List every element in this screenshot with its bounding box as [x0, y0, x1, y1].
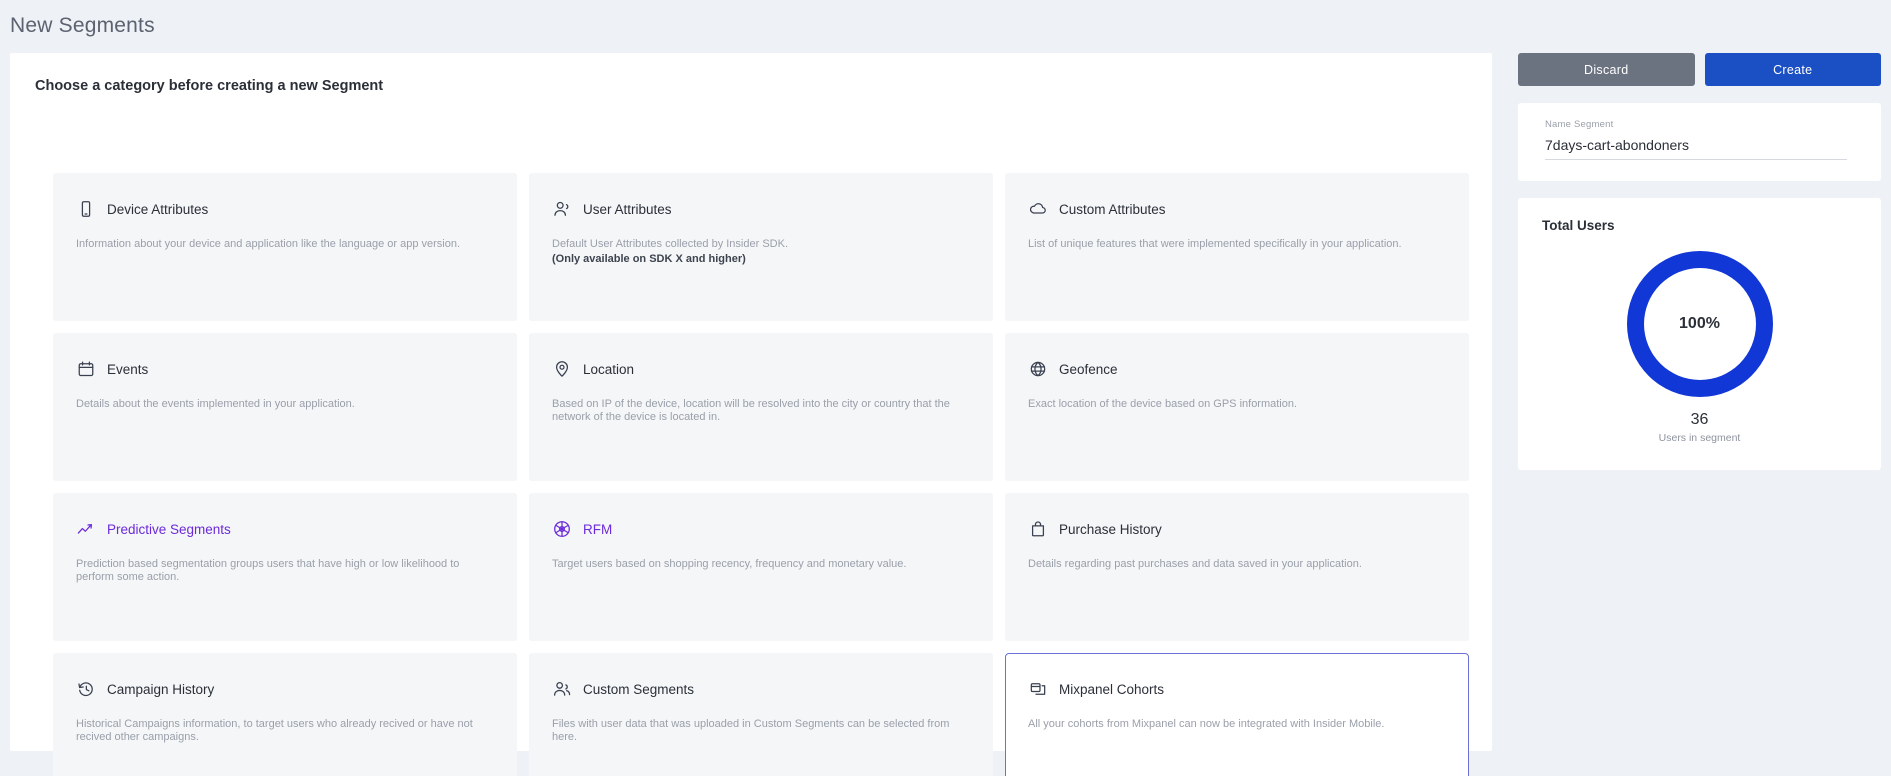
category-card-description-text: Details regarding past purchases and data saved in your application. — [1028, 558, 1362, 570]
name-segment-label: Name Segment — [1545, 119, 1614, 130]
donut-percent-label: 100% — [1644, 268, 1756, 380]
category-card-description-text: Information about your device and application like the language or app version. — [76, 238, 461, 250]
discard-button[interactable]: Discard — [1518, 53, 1695, 86]
total-users-donut — [1627, 251, 1773, 397]
calendar-icon — [76, 359, 96, 379]
category-card-description — [552, 238, 952, 267]
category-card-description-note: (Only available on SDK X and higher) — [552, 253, 746, 266]
category-card-geofence[interactable] — [1005, 333, 1469, 481]
trend-up-icon — [76, 519, 96, 539]
category-card-description — [552, 398, 952, 425]
category-card-header — [1028, 358, 1446, 380]
page-title: New Segments — [10, 14, 155, 37]
category-card-description-text: Based on IP of the device, location will be resolved into the city or country that the network of the device is located in. — [552, 398, 950, 424]
category-card-header — [76, 198, 494, 220]
panel-heading: Choose a category before creating a new Segment — [35, 78, 384, 94]
category-card-description — [552, 558, 952, 571]
category-card-purchase-history[interactable] — [1005, 493, 1469, 641]
category-card-header — [1028, 198, 1446, 220]
category-card-description-text: List of unique features that were implemented specifically in your application. — [1028, 238, 1402, 250]
category-card-title: Geofence — [1059, 361, 1118, 377]
shopping-bag-icon — [1028, 519, 1048, 539]
category-card-description — [76, 558, 476, 585]
category-card-description — [76, 398, 476, 411]
category-card-header — [552, 198, 970, 220]
mobile-device-icon — [76, 199, 96, 219]
users-count: 36 — [1690, 411, 1709, 428]
category-card-header — [1028, 678, 1446, 700]
category-card-header — [552, 358, 970, 380]
category-card-title: Location — [583, 361, 635, 377]
category-card-description-text: Files with user data that was uploaded in Custom Segments can be selected from here. — [552, 718, 950, 744]
category-card-description-text: Prediction based segmentation groups users that have high or low likelihood to perform some action. — [76, 558, 460, 584]
category-card-user-attributes[interactable] — [529, 173, 993, 321]
category-card-description — [1028, 238, 1428, 251]
category-card-location[interactable] — [529, 333, 993, 481]
users-group-icon — [552, 679, 572, 699]
category-card-description — [76, 238, 476, 251]
category-card-header — [552, 678, 970, 700]
category-card-rfm[interactable] — [529, 493, 993, 641]
category-card-description-text: All your cohorts from Mixpanel can now be integrated with Insider Mobile. — [1028, 718, 1385, 730]
category-card-title: Purchase History — [1059, 521, 1162, 537]
category-card-header — [552, 518, 970, 540]
category-card-description-text: Details about the events implemented in your application. — [76, 398, 355, 410]
cloud-icon — [1028, 199, 1048, 219]
category-card-device-attributes[interactable] — [53, 173, 517, 321]
category-card-description-text: Target users based on shopping recency, frequency and monetary value. — [552, 558, 907, 570]
category-card-header — [1028, 518, 1446, 540]
right-sidebar — [1518, 53, 1881, 470]
category-card-description — [1028, 718, 1428, 731]
category-card-title: Device Attributes — [107, 201, 209, 217]
category-card-description-text: Exact location of the device based on GPS information. — [1028, 398, 1298, 410]
create-button[interactable]: Create — [1705, 53, 1882, 86]
category-card-header — [76, 358, 494, 380]
category-panel — [10, 53, 1492, 751]
clock-history-icon — [76, 679, 96, 699]
category-card-title: Custom Attributes — [1059, 201, 1166, 217]
action-button-row — [1518, 53, 1881, 86]
category-card-description-text: Historical Campaigns information, to target users who already recived or have not recived other campaigns. — [76, 718, 473, 744]
category-card-custom-attributes[interactable] — [1005, 173, 1469, 321]
category-card-title: Events — [107, 361, 149, 377]
total-users-card — [1518, 198, 1881, 470]
category-card-description — [552, 718, 952, 745]
users-count-caption: Users in segment — [1658, 432, 1741, 444]
category-card-description — [1028, 398, 1428, 411]
category-card-description-text: Default User Attributes collected by Insider SDK. — [552, 238, 788, 250]
category-card-description — [76, 718, 476, 745]
category-card-title: Mixpanel Cohorts — [1059, 681, 1165, 697]
name-segment-card — [1518, 103, 1881, 181]
category-card-mixpanel-cohorts[interactable] — [1005, 653, 1469, 776]
category-card-description — [1028, 558, 1428, 571]
category-card-title: User Attributes — [583, 201, 672, 217]
user-icon — [552, 199, 572, 219]
name-segment-input[interactable] — [1545, 137, 1847, 160]
category-card-title: Custom Segments — [583, 681, 695, 697]
map-pin-icon — [552, 359, 572, 379]
mixpanel-cohorts-icon — [1028, 679, 1048, 699]
category-card-header — [76, 518, 494, 540]
rfm-target-icon — [552, 519, 572, 539]
category-card-title: Campaign History — [107, 681, 215, 697]
globe-icon — [1028, 359, 1048, 379]
category-card-header — [76, 678, 494, 700]
category-card-campaign-history[interactable] — [53, 653, 517, 776]
total-users-title: Total Users — [1542, 218, 1615, 233]
category-card-events[interactable] — [53, 333, 517, 481]
category-card-predictive-segments[interactable] — [53, 493, 517, 641]
category-grid — [53, 173, 1469, 776]
category-card-title: RFM — [583, 521, 613, 537]
category-card-title: Predictive Segments — [107, 521, 231, 537]
category-card-custom-segments[interactable] — [529, 653, 993, 776]
donut-ring — [1627, 251, 1773, 397]
